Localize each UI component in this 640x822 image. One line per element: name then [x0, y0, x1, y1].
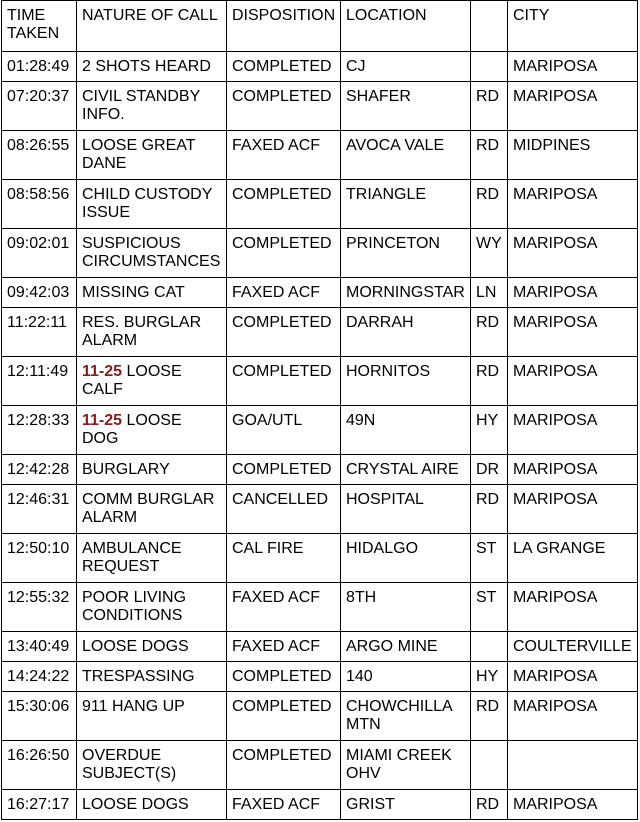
cell-nature — [77, 790, 227, 820]
cell-city: MARIPOSA — [508, 278, 638, 308]
cell-suffix — [471, 741, 508, 790]
cell-nature — [77, 485, 227, 534]
cell-location: 140 — [341, 662, 471, 692]
table-row — [2, 632, 638, 662]
cell-city: MARIPOSA — [508, 229, 638, 278]
nature-text: TRESPASSING — [82, 668, 195, 685]
cell-nature — [77, 180, 227, 229]
cell-location: 49N — [341, 406, 471, 455]
table-row — [2, 692, 638, 741]
cell-suffix: ST — [471, 583, 508, 632]
cell-nature — [77, 741, 227, 790]
table-row — [2, 662, 638, 692]
nature-text: AMBULANCE REQUEST — [82, 540, 182, 575]
cell-disposition: COMPLETED — [227, 308, 341, 357]
cell-disposition: COMPLETED — [227, 357, 341, 406]
cell-city: MARIPOSA — [508, 180, 638, 229]
cell-suffix: RD — [471, 131, 508, 180]
cell-city: MARIPOSA — [508, 662, 638, 692]
cell-location: HORNITOS — [341, 357, 471, 406]
table-row — [2, 52, 638, 82]
cell-time: 12:50:10 — [2, 534, 77, 583]
cell-suffix: RD — [471, 82, 508, 131]
cell-disposition: FAXED ACF — [227, 790, 341, 820]
header-time: TIME TAKEN — [2, 1, 77, 52]
cell-suffix: DR — [471, 455, 508, 485]
cell-location: HOSPITAL — [341, 485, 471, 534]
cell-city: COULTERVILLE — [508, 632, 638, 662]
cell-location: AVOCA VALE — [341, 131, 471, 180]
cell-city: MARIPOSA — [508, 52, 638, 82]
cell-nature — [77, 455, 227, 485]
cell-city: MARIPOSA — [508, 406, 638, 455]
cell-disposition: COMPLETED — [227, 662, 341, 692]
cell-nature — [77, 278, 227, 308]
cell-city: LA GRANGE — [508, 534, 638, 583]
header-row — [2, 1, 638, 52]
nature-text: LOOSE CALF — [82, 363, 182, 398]
cell-disposition: COMPLETED — [227, 82, 341, 131]
nature-text: BURGLARY — [82, 461, 170, 478]
cell-suffix — [471, 52, 508, 82]
table-row — [2, 406, 638, 455]
table-row — [2, 278, 638, 308]
cell-nature — [77, 308, 227, 357]
cell-time: 15:30:06 — [2, 692, 77, 741]
table-row — [2, 229, 638, 278]
cell-city: MARIPOSA — [508, 583, 638, 632]
header-disposition: DISPOSITION — [227, 1, 341, 52]
cell-location: MORNINGSTAR — [341, 278, 471, 308]
nature-text: OVERDUE SUBJECT(S) — [82, 747, 177, 782]
table-row — [2, 455, 638, 485]
cell-nature — [77, 406, 227, 455]
cell-disposition: FAXED ACF — [227, 632, 341, 662]
cell-suffix: ST — [471, 534, 508, 583]
cell-disposition: COMPLETED — [227, 229, 341, 278]
header-location: LOCATION — [341, 1, 471, 52]
call-code: 11-25 — [82, 412, 123, 429]
cell-suffix: WY — [471, 229, 508, 278]
cell-time: 16:27:17 — [2, 790, 77, 820]
cell-location: ARGO MINE — [341, 632, 471, 662]
cell-nature — [77, 662, 227, 692]
nature-text: CIVIL STANDBY INFO. — [82, 88, 200, 123]
cell-disposition: CAL FIRE — [227, 534, 341, 583]
cell-time: 09:02:01 — [2, 229, 77, 278]
nature-text: LOOSE DOG — [82, 412, 182, 447]
cell-time: 12:46:31 — [2, 485, 77, 534]
cell-city: MARIPOSA — [508, 308, 638, 357]
nature-text: LOOSE DOGS — [82, 796, 189, 813]
cell-disposition: FAXED ACF — [227, 131, 341, 180]
cell-time: 12:28:33 — [2, 406, 77, 455]
cell-disposition: CANCELLED — [227, 485, 341, 534]
cell-time: 16:26:50 — [2, 741, 77, 790]
table-row — [2, 180, 638, 229]
cell-suffix: RD — [471, 790, 508, 820]
header-city: CITY — [508, 1, 638, 52]
cell-time: 08:26:55 — [2, 131, 77, 180]
cell-nature — [77, 229, 227, 278]
nature-text: SUSPICIOUS CIRCUMSTANCES — [82, 235, 221, 270]
cell-nature — [77, 692, 227, 741]
cell-location: GRIST — [341, 790, 471, 820]
cell-nature — [77, 52, 227, 82]
cell-suffix: LN — [471, 278, 508, 308]
nature-text: 911 HANG UP — [82, 698, 185, 715]
cell-location: CJ — [341, 52, 471, 82]
cell-suffix: RD — [471, 308, 508, 357]
header-nature: NATURE OF CALL — [77, 1, 227, 52]
cell-city: MARIPOSA — [508, 485, 638, 534]
cell-disposition: COMPLETED — [227, 52, 341, 82]
cell-location: PRINCETON — [341, 229, 471, 278]
cell-time: 13:40:49 — [2, 632, 77, 662]
table-row — [2, 790, 638, 820]
call-log-table — [1, 0, 638, 820]
nature-text: MISSING CAT — [82, 284, 185, 301]
cell-suffix: HY — [471, 662, 508, 692]
cell-suffix — [471, 632, 508, 662]
table-row — [2, 357, 638, 406]
cell-city — [508, 741, 638, 790]
cell-disposition: COMPLETED — [227, 741, 341, 790]
cell-disposition: COMPLETED — [227, 455, 341, 485]
cell-nature — [77, 583, 227, 632]
cell-suffix: RD — [471, 357, 508, 406]
cell-suffix: RD — [471, 692, 508, 741]
cell-time: 09:42:03 — [2, 278, 77, 308]
table-row — [2, 131, 638, 180]
cell-time: 08:58:56 — [2, 180, 77, 229]
cell-time: 14:24:22 — [2, 662, 77, 692]
cell-city: MARIPOSA — [508, 357, 638, 406]
cell-nature — [77, 357, 227, 406]
cell-suffix: RD — [471, 485, 508, 534]
table-row — [2, 583, 638, 632]
table-row — [2, 485, 638, 534]
cell-location: 8TH — [341, 583, 471, 632]
nature-text: COMM BURGLAR ALARM — [82, 491, 215, 526]
cell-disposition: FAXED ACF — [227, 278, 341, 308]
nature-text: POOR LIVING CONDITIONS — [82, 589, 187, 624]
table-row — [2, 534, 638, 583]
cell-time: 07:20:37 — [2, 82, 77, 131]
cell-location: CHOWCHILLA MTN — [341, 692, 471, 741]
nature-text: LOOSE DOGS — [82, 638, 189, 655]
table-row — [2, 82, 638, 131]
header-suffix — [471, 1, 508, 52]
cell-nature — [77, 534, 227, 583]
nature-text: LOOSE GREAT DANE — [82, 137, 196, 172]
cell-disposition: GOA/UTL — [227, 406, 341, 455]
call-code: 11-25 — [82, 363, 123, 380]
cell-city: MARIPOSA — [508, 82, 638, 131]
table-row — [2, 741, 638, 790]
cell-location: CRYSTAL AIRE — [341, 455, 471, 485]
call-log-body — [2, 52, 638, 820]
cell-nature — [77, 632, 227, 662]
cell-time: 01:28:49 — [2, 52, 77, 82]
cell-location: TRIANGLE — [341, 180, 471, 229]
cell-time: 12:42:28 — [2, 455, 77, 485]
nature-text: CHILD CUSTODY ISSUE — [82, 186, 213, 221]
table-row — [2, 308, 638, 357]
cell-city: MARIPOSA — [508, 692, 638, 741]
cell-disposition: COMPLETED — [227, 180, 341, 229]
cell-location: HIDALGO — [341, 534, 471, 583]
cell-city: MARIPOSA — [508, 790, 638, 820]
cell-location: SHAFER — [341, 82, 471, 131]
cell-nature — [77, 82, 227, 131]
nature-text: 2 SHOTS HEARD — [82, 58, 211, 75]
cell-location: MIAMI CREEK OHV — [341, 741, 471, 790]
cell-suffix: RD — [471, 180, 508, 229]
cell-time: 12:11:49 — [2, 357, 77, 406]
cell-city: MIDPINES — [508, 131, 638, 180]
cell-location: DARRAH — [341, 308, 471, 357]
cell-disposition: COMPLETED — [227, 692, 341, 741]
cell-nature — [77, 131, 227, 180]
cell-time: 12:55:32 — [2, 583, 77, 632]
nature-text: RES. BURGLAR ALARM — [82, 314, 202, 349]
cell-suffix: HY — [471, 406, 508, 455]
cell-disposition: FAXED ACF — [227, 583, 341, 632]
cell-city: MARIPOSA — [508, 455, 638, 485]
cell-time: 11:22:11 — [2, 308, 77, 357]
